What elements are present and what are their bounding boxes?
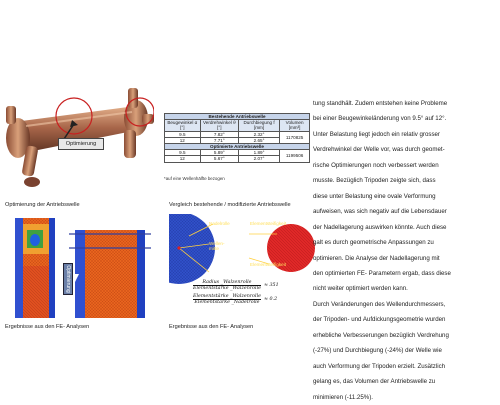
formula-2-value: ≈ 0.2 [263, 297, 278, 302]
table-footnote: *auf eine Wellenhälfte bezogen [164, 176, 225, 181]
table-cell: 5.89° [200, 150, 238, 156]
body-text [313, 96, 499, 405]
table-cell: 12 [165, 137, 201, 143]
label-nadelrolle: Nadelrolle [209, 221, 230, 226]
col-header: Volumen [mm³] [280, 120, 310, 131]
table-cell: 2.07° [238, 156, 279, 162]
text-line: der Nadellagerung auswirken könnte. Auch diese [313, 223, 447, 231]
table-cell: 1.89° [238, 150, 279, 156]
table-cell: 5.67° [200, 156, 238, 162]
table-cell: 12 [165, 156, 201, 162]
col-header: Durchbiegung f [mm] [238, 120, 279, 131]
table-cell: 7.71° [200, 137, 238, 143]
text-line: Verdrehwinkel der Welle vor, was durch geomet- [313, 146, 445, 154]
comparison-table [164, 113, 310, 163]
formula-2-numerator: Elementstärke _Walzenrolle [193, 294, 261, 299]
text-line: optimieren. Die Analyse der Nadellagerung mit [313, 254, 440, 262]
text-line: tung standhält. Zudem entstehen keine Probleme [313, 100, 448, 107]
formula-1-value: ≈ 351 [263, 283, 279, 288]
col-header: Verdrehwinkel ϑ [°] [200, 120, 238, 131]
text-line: musste. Bezüglich Tripoden zeigte sich, dass [313, 177, 436, 185]
text-line: (-27%) und Durchbiegung (-24%) der Welle wie [313, 347, 442, 355]
caption-shaft: Optimierung der Antriebswelle [5, 202, 80, 208]
text-line: Durch Veränderungen des Wellendurchmessers, [313, 300, 446, 308]
text-line: rische Optimierungen noch verbessert werden [313, 161, 439, 169]
table-cell: 1170825 [280, 131, 310, 143]
text-line: bei einer Beugewinkeländerung von 9.5° auf 12°. [313, 115, 447, 123]
table-cell: 9.5 [165, 150, 201, 156]
shaft-render-image [4, 84, 154, 198]
text-line: aufweisen, was sich negativ auf die Lebensdauer [313, 208, 447, 216]
table-cell: 2.32° [238, 131, 279, 137]
text-line: gelang es, das Volumen der Antriebswelle zu [313, 378, 436, 386]
text-line: der Tripoden- und Aufdickungsgeometrie wurden [313, 316, 446, 324]
text-line: auch Verformung der Tripoden erzielt. Zusätzlich [313, 362, 446, 370]
optimization-label: Optimierung [58, 138, 104, 150]
text-line: nicht weiter optimiert werden kann. [313, 285, 408, 293]
caption-fe-left: Ergebnisse aus den FE- Analysen [5, 324, 90, 330]
formula-2-denominator: Elementstärke _Nadelrolle [194, 300, 260, 305]
formula-1-denominator: Elementstärke _Walzenrolle [193, 286, 261, 291]
optimized-title: Optimierte Antriebswelle [165, 144, 310, 150]
text-line: den optimierten FE- Parametern ergab, dass diese [313, 269, 451, 277]
text-line: Unter Belastung liegt jedoch ein relativ grosser [313, 130, 440, 138]
fe-analysis-image-left [5, 216, 165, 318]
text-line: erhebliche Verbesserungen bezüglich Verdrehung [313, 331, 449, 339]
table-cell: 1199506 [280, 150, 310, 162]
text-line: galt es durch geometrische Anpassungen zu [313, 239, 434, 247]
formula-block [193, 280, 279, 305]
label-elementsteifigkeit-2: Elementsteifigkeit [250, 262, 287, 267]
table-cell: 2.65° [238, 137, 279, 143]
fe-optimization-label: Optimierung [63, 263, 73, 295]
table-cell: 7.82° [200, 131, 238, 137]
table-cell: 9.5 [165, 131, 201, 137]
col-header: Beugewinkel α [°] [165, 120, 201, 131]
text-line: diese unter Belastung eine ovale Verformung [313, 192, 436, 200]
formula-1-numerator: Radius _Walzenrolle [202, 280, 252, 285]
table-title: Bestehende Antriebswelle [165, 114, 310, 120]
text-line: minimieren (-11.25%). [313, 393, 373, 401]
caption-fe-right: Ergebnisse aus den FE- Analysen [169, 324, 254, 330]
label-elementsteifigkeit-1: Elementsteifigkeit [250, 221, 287, 226]
label-wellenmitte: Wellen- mitte [209, 241, 225, 251]
table-header-row [165, 120, 310, 131]
caption-compare: Vergleich bestehende / modifizierte Antriebswelle [169, 202, 291, 208]
fe-analysis-image-right [169, 214, 315, 320]
